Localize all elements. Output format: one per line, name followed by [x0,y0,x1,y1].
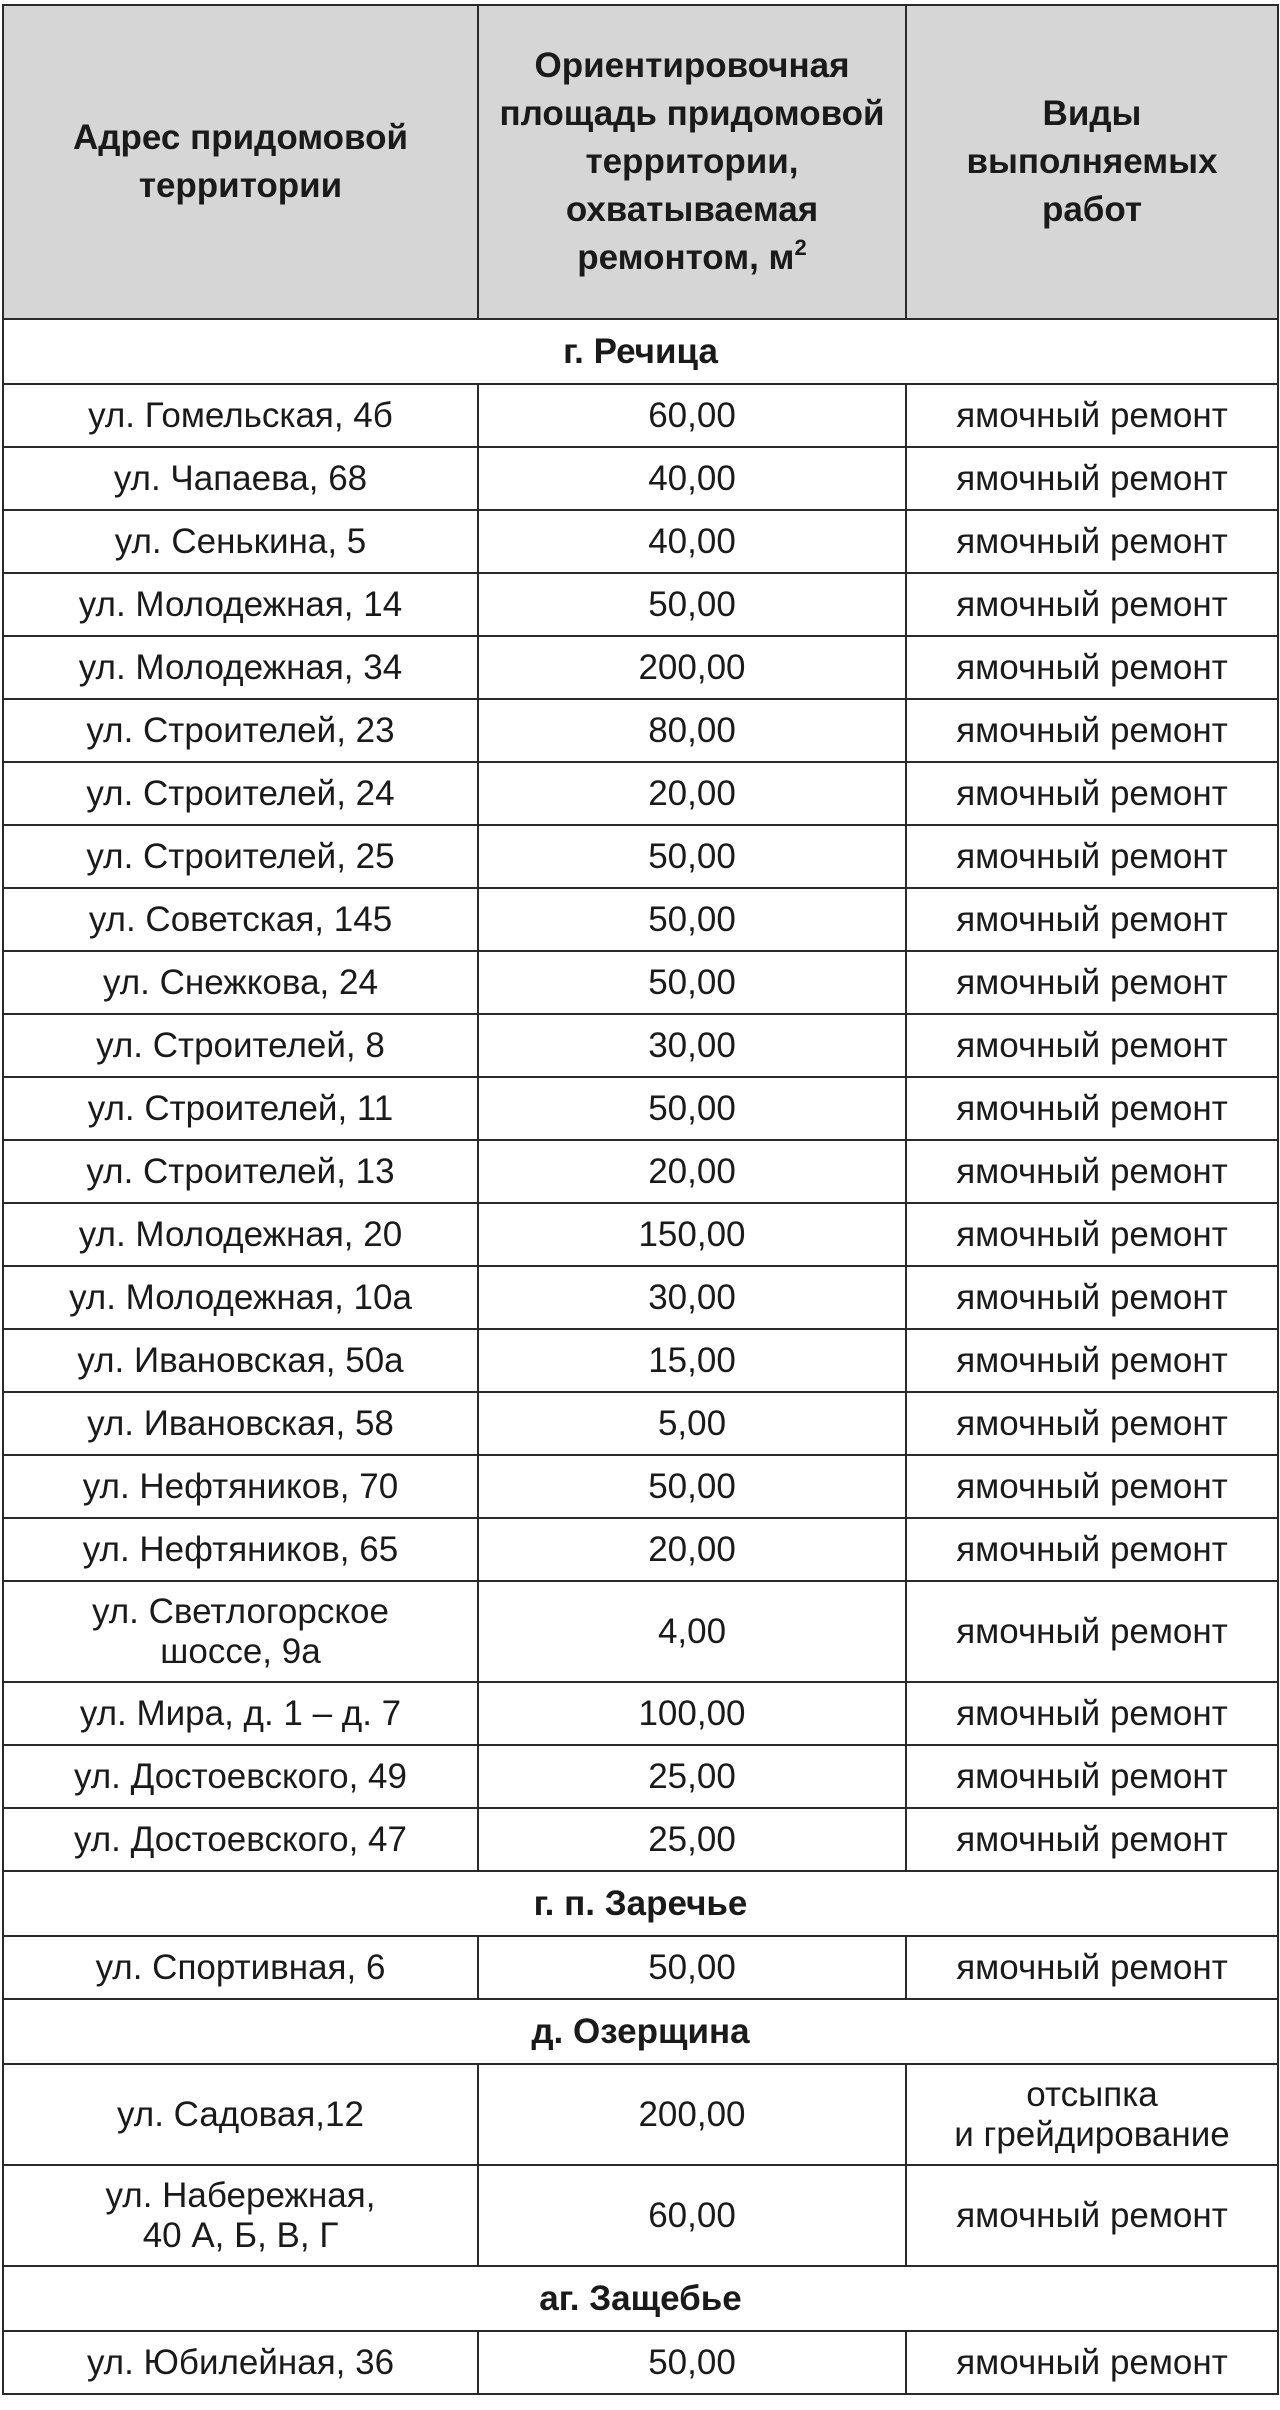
table-row [3,1329,1278,1392]
section-title: аг. Защебье [3,2266,1278,2331]
address-cell-line: шоссе, 9а [160,1631,321,1671]
address-cell: ул. Юбилейная, 36 [3,2331,478,2394]
address-cell: ул. Гомельская, 4б [3,384,478,447]
work-cell: ямочный ремонт [906,510,1278,573]
address-cell-line: 40 А, Б, В, Г [142,2215,339,2255]
area-cell: 4,00 [478,1581,906,1682]
table-row [3,1745,1278,1808]
address-cell [3,2165,478,2266]
area-cell: 100,00 [478,1682,906,1745]
work-cell: ямочный ремонт [906,1077,1278,1140]
address-cell: ул. Снежкова, 24 [3,951,478,1014]
area-cell: 50,00 [478,2331,906,2394]
section-row [3,1871,1278,1936]
area-cell: 50,00 [478,888,906,951]
area-cell: 200,00 [478,2064,906,2165]
table-row [3,1392,1278,1455]
work-cell: ямочный ремонт [906,1266,1278,1329]
table-row [3,1455,1278,1518]
table-row [3,888,1278,951]
address-cell: ул. Советская, 145 [3,888,478,951]
work-cell: ямочный ремонт [906,1203,1278,1266]
table-row [3,1077,1278,1140]
work-cell: ямочный ремонт [906,951,1278,1014]
work-cell: ямочный ремонт [906,636,1278,699]
area-cell: 25,00 [478,1745,906,1808]
address-cell: ул. Ивановская, 58 [3,1392,478,1455]
area-cell: 50,00 [478,1936,906,1999]
work-cell: ямочный ремонт [906,888,1278,951]
address-cell: ул. Строителей, 13 [3,1140,478,1203]
table-row [3,1518,1278,1581]
work-cell: ямочный ремонт [906,1392,1278,1455]
address-cell-line: ул. Светлогорское [92,1591,389,1631]
table-row [3,699,1278,762]
work-cell: ямочный ремонт [906,1745,1278,1808]
column-header-works: Виды выполняемых работ [906,5,1278,319]
table-row [3,762,1278,825]
work-cell: ямочный ремонт [906,1581,1278,1682]
area-cell: 50,00 [478,951,906,1014]
table-row [3,636,1278,699]
area-cell: 30,00 [478,1014,906,1077]
area-cell: 50,00 [478,573,906,636]
work-cell: ямочный ремонт [906,384,1278,447]
table-row [3,951,1278,1014]
column-header-area-text: Ориентировочная площадь придомовой территории, охватываемая ремонтом, м [499,46,885,277]
work-cell: ямочный ремонт [906,1936,1278,1999]
table-row [3,2064,1278,2165]
table-row [3,1140,1278,1203]
table-row [3,1014,1278,1077]
address-cell: ул. Ивановская, 50а [3,1329,478,1392]
work-cell: ямочный ремонт [906,1140,1278,1203]
address-cell: ул. Молодежная, 10а [3,1266,478,1329]
address-cell [3,1581,478,1682]
table-row [3,1203,1278,1266]
area-cell: 20,00 [478,1518,906,1581]
table-row [3,384,1278,447]
table-row [3,573,1278,636]
area-cell: 50,00 [478,825,906,888]
address-cell: ул. Строителей, 24 [3,762,478,825]
work-cell: ямочный ремонт [906,762,1278,825]
address-cell: ул. Строителей, 11 [3,1077,478,1140]
address-cell: ул. Нефтяников, 65 [3,1518,478,1581]
address-cell: ул. Строителей, 25 [3,825,478,888]
area-cell: 25,00 [478,1808,906,1871]
section-title: г. п. Заречье [3,1871,1278,1936]
work-cell: ямочный ремонт [906,447,1278,510]
address-cell: ул. Достоевского, 49 [3,1745,478,1808]
table-row [3,1682,1278,1745]
column-header-address: Адрес придомовой территории [3,5,478,319]
table-row [3,825,1278,888]
table-row [3,2165,1278,2266]
address-cell: ул. Строителей, 8 [3,1014,478,1077]
work-cell: ямочный ремонт [906,1329,1278,1392]
work-cell [906,2064,1278,2165]
area-cell: 40,00 [478,447,906,510]
area-cell: 5,00 [478,1392,906,1455]
repair-table [2,4,1279,2395]
work-cell: ямочный ремонт [906,1455,1278,1518]
address-cell: ул. Строителей, 23 [3,699,478,762]
area-cell: 20,00 [478,1140,906,1203]
area-cell: 30,00 [478,1266,906,1329]
section-row [3,2266,1278,2331]
area-cell: 40,00 [478,510,906,573]
address-cell: ул. Сенькина, 5 [3,510,478,573]
table-row [3,510,1278,573]
address-cell: ул. Нефтяников, 70 [3,1455,478,1518]
table-header [3,5,1278,319]
address-cell: ул. Спортивная, 6 [3,1936,478,1999]
area-cell: 50,00 [478,1455,906,1518]
table-row [3,1266,1278,1329]
column-header-area [478,5,906,319]
area-cell: 15,00 [478,1329,906,1392]
work-cell: ямочный ремонт [906,2165,1278,2266]
table-row [3,2331,1278,2394]
area-cell: 60,00 [478,384,906,447]
section-title: д. Озерщина [3,1999,1278,2064]
column-header-area-sup: 2 [794,235,807,260]
work-cell: ямочный ремонт [906,825,1278,888]
work-cell: ямочный ремонт [906,573,1278,636]
table-row [3,1808,1278,1871]
section-title: г. Речица [3,319,1278,384]
address-cell: ул. Садовая,12 [3,2064,478,2165]
section-row [3,1999,1278,2064]
area-cell: 60,00 [478,2165,906,2266]
work-cell: ямочный ремонт [906,1014,1278,1077]
work-cell: ямочный ремонт [906,1682,1278,1745]
address-cell: ул. Молодежная, 34 [3,636,478,699]
area-cell: 150,00 [478,1203,906,1266]
work-cell: ямочный ремонт [906,1808,1278,1871]
work-cell: ямочный ремонт [906,1518,1278,1581]
address-cell: ул. Мира, д. 1 – д. 7 [3,1682,478,1745]
area-cell: 200,00 [478,636,906,699]
table-row [3,447,1278,510]
table-row [3,1581,1278,1682]
work-cell: ямочный ремонт [906,2331,1278,2394]
area-cell: 50,00 [478,1077,906,1140]
area-cell: 80,00 [478,699,906,762]
address-cell: ул. Чапаева, 68 [3,447,478,510]
address-cell-line: ул. Набережная, [105,2175,376,2215]
work-cell: ямочный ремонт [906,699,1278,762]
section-row [3,319,1278,384]
work-cell-line: отсыпка [1026,2074,1158,2114]
area-cell: 20,00 [478,762,906,825]
address-cell: ул. Молодежная, 14 [3,573,478,636]
table-body [3,319,1278,2394]
work-cell-line: и грейдирование [954,2114,1230,2154]
table-row [3,1936,1278,1999]
address-cell: ул. Молодежная, 20 [3,1203,478,1266]
address-cell: ул. Достоевского, 47 [3,1808,478,1871]
